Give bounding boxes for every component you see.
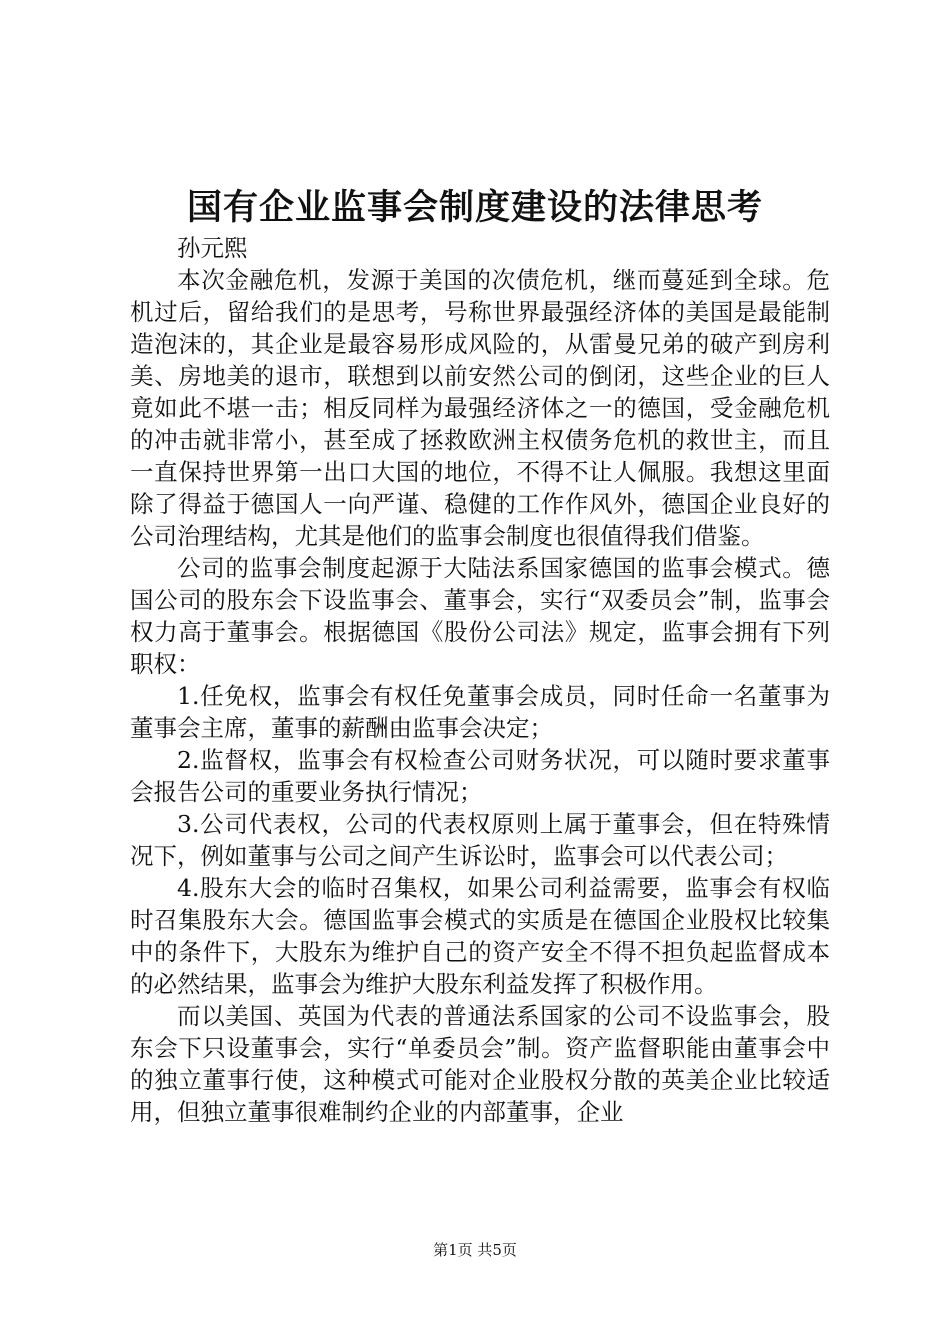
list-item: 2.监督权，监事会有权检查公司财务状况，可以随时要求董事会报告公司的重要业务执行情况； bbox=[130, 746, 830, 806]
document-title: 国有企业监事会制度建设的法律思考 bbox=[186, 187, 763, 228]
paragraph: 公司的监事会制度起源于大陆法系国家德国的监事会模式。德国公司的股东会下设监事会、董事会，实行“双委员会”制，监事会权力高于董事会。根据德国《股份公司法》规定，监事会拥有下列职权： bbox=[130, 554, 830, 678]
paragraph: 而以美国、英国为代表的普通法系国家的公司不设监事会，股东会下只设董事会，实行“单委员会”制。资产监督职能由董事会中的独立董事行使，这种模式可能对企业股权分散的英美企业比较适用，但独立董事很难制约企业的内部董事，企业 bbox=[130, 1002, 830, 1126]
list-item: 1.任免权，监事会有权任免董事会成员，同时任命一名董事为董事会主席，董事的薪酬由监事会决定； bbox=[130, 682, 830, 742]
paragraph: 本次金融危机，发源于美国的次债危机，继而蔓延到全球。危机过后，留给我们的是思考，号称世界最强经济体的美国是最能制造泡沫的，其企业是最容易形成风险的，从雷曼兄弟的破产到房利美、房地美的退市，联想到以前安然公司的倒闭，这些企业的巨人竟如此不堪一击；相反同样为最强经济体之一的德国，受金融危机的冲击就非常小，甚至成了拯救欧洲主权债务危机的救世主，而且一直保持世界第一出口大国的地位，不得不让人佩服。我想这里面除了得益于德国人一向严谨、稳健的工作作风外，德国企业良好的公司治理结构，尤其是他们的监事会制度也很值得我们借鉴。 bbox=[130, 266, 830, 550]
document-body bbox=[130, 232, 830, 1128]
author-name: 孙元熙 bbox=[177, 234, 248, 262]
page-footer: 第1页 共5页 bbox=[433, 1241, 517, 1259]
list-item: 3.公司代表权，公司的代表权原则上属于董事会，但在特殊情况下，例如董事与公司之间产生诉讼时，监事会可以代表公司； bbox=[130, 810, 830, 870]
list-item: 4.股东大会的临时召集权，如果公司利益需要，监事会有权临时召集股东大会。德国监事会模式的实质是在德国企业股权比较集中的条件下，大股东为维护自己的资产安全不得不担负起监督成本的必然结果，监事会为维护大股东利益发挥了积极作用。 bbox=[130, 874, 830, 998]
